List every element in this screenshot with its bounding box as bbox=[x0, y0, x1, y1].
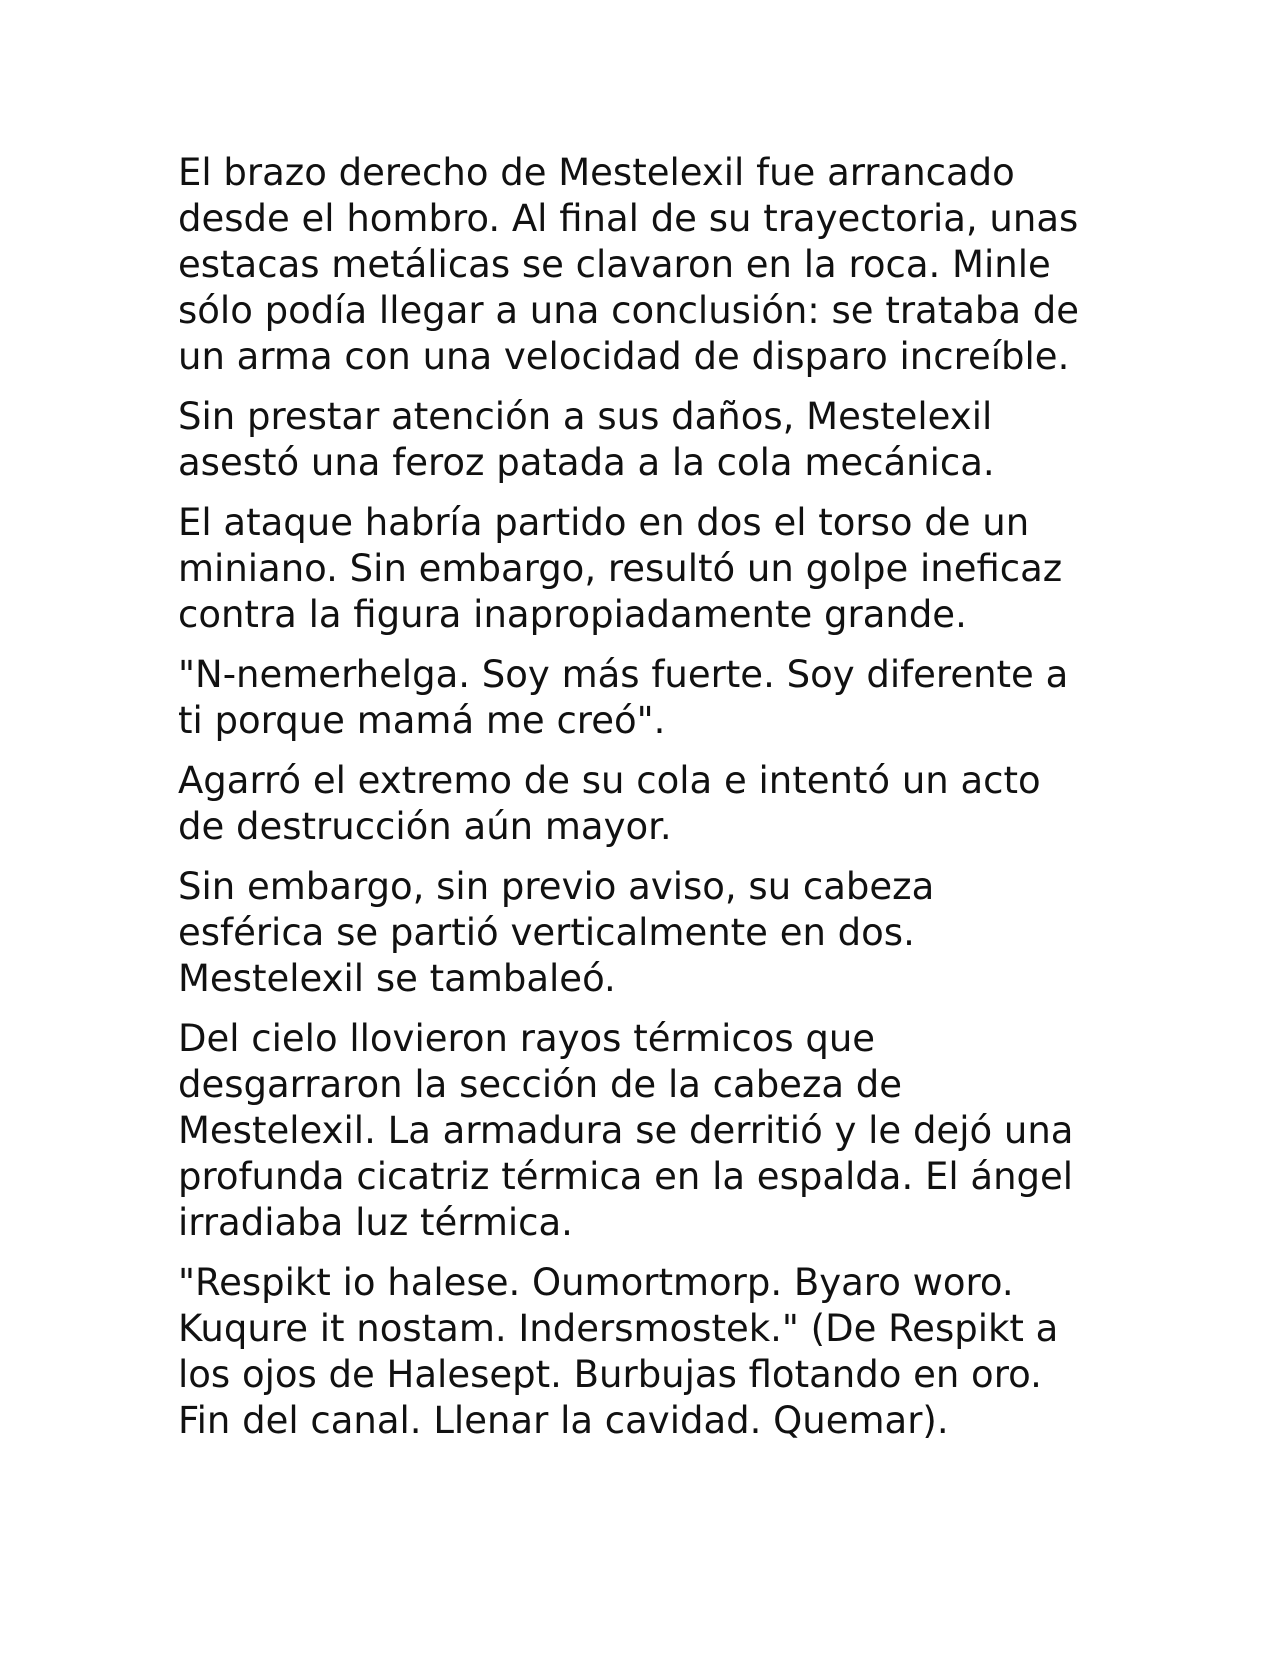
text-line: ti porque mamá me creó". bbox=[178, 699, 666, 742]
paragraph-5 bbox=[178, 758, 1118, 850]
paragraph-3 bbox=[178, 500, 1118, 638]
text-line: Sin embargo, sin previo aviso, su cabeza bbox=[178, 865, 935, 908]
text-line: desde el hombro. Al final de su trayectoria, unas bbox=[178, 197, 1079, 240]
text-line: un arma con una velocidad de disparo increíble. bbox=[178, 335, 1070, 378]
text-line: Sin prestar atención a sus daños, Mestelexil bbox=[178, 395, 993, 438]
text-line: profunda cicatriz térmica en la espalda. El ángel bbox=[178, 1155, 1074, 1198]
text-line: esférica se partió verticalmente en dos. bbox=[178, 911, 915, 954]
text-line: "N-nemerhelga. Soy más fuerte. Soy diferente a bbox=[178, 653, 1069, 696]
paragraph-6 bbox=[178, 864, 1118, 1002]
text-line: estacas metálicas se clavaron en la roca. Minle bbox=[178, 243, 1051, 286]
paragraph-2 bbox=[178, 394, 1118, 486]
text-line: El ataque habría partido en dos el torso de un bbox=[178, 501, 1030, 544]
text-line: Mestelexil se tambaleó. bbox=[178, 957, 616, 1000]
text-line: irradiaba luz térmica. bbox=[178, 1201, 573, 1244]
text-line: Fin del canal. Llenar la cavidad. Quemar). bbox=[178, 1399, 949, 1442]
text-line: desgarraron la sección de la cabeza de bbox=[178, 1063, 903, 1106]
text-line: sólo podía llegar a una conclusión: se trataba de bbox=[178, 289, 1080, 332]
text-column bbox=[178, 150, 1118, 1458]
paragraph-1 bbox=[178, 150, 1118, 380]
paragraph-7 bbox=[178, 1016, 1118, 1246]
text-line: Kuqure it nostam. Indersmostek." (De Respikt a bbox=[178, 1307, 1059, 1350]
text-line: Del cielo llovieron rayos térmicos que bbox=[178, 1017, 876, 1060]
text-line: asestó una feroz patada a la cola mecánica. bbox=[178, 441, 995, 484]
text-line: El brazo derecho de Mestelexil fue arrancado bbox=[178, 151, 1015, 194]
text-line: los ojos de Halesept. Burbujas flotando en oro. bbox=[178, 1353, 1042, 1396]
paragraph-8 bbox=[178, 1260, 1118, 1444]
text-line: Mestelexil. La armadura se derritió y le dejó una bbox=[178, 1109, 1074, 1152]
text-line: miniano. Sin embargo, resultó un golpe ineficaz bbox=[178, 547, 1063, 590]
text-line: "Respikt io halese. Oumortmorp. Byaro woro. bbox=[178, 1261, 1014, 1304]
text-line: contra la figura inapropiadamente grande. bbox=[178, 593, 967, 636]
text-line: Agarró el extremo de su cola e intentó un acto bbox=[178, 759, 1041, 802]
paragraph-4 bbox=[178, 652, 1118, 744]
text-line: de destrucción aún mayor. bbox=[178, 805, 672, 848]
